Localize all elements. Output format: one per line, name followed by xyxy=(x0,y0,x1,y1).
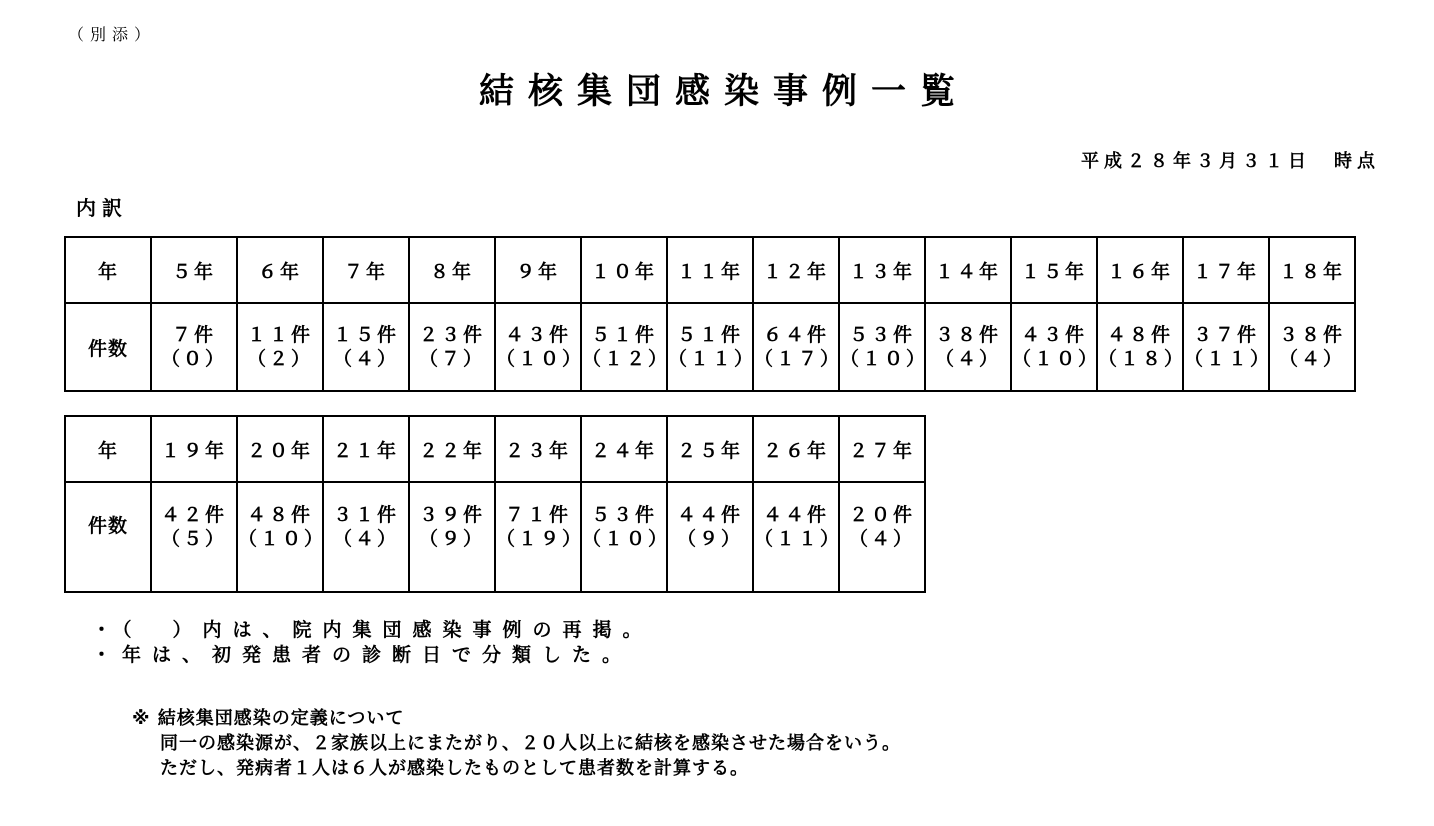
notes xyxy=(92,618,653,668)
year-cell: ６年 xyxy=(237,237,323,303)
count-cell xyxy=(839,303,929,391)
case-count: ６４件 xyxy=(762,324,829,346)
count-cell xyxy=(237,303,323,391)
count-cell xyxy=(667,303,757,391)
count-cell xyxy=(409,482,495,592)
hospital-count: （２） xyxy=(246,348,313,370)
case-count: ３８件 xyxy=(1278,324,1345,346)
count-row xyxy=(65,303,1355,391)
hospital-count: （１１） xyxy=(668,348,757,370)
hospital-count: （７） xyxy=(418,348,485,370)
hospital-count: （１１） xyxy=(754,528,843,550)
hospital-count: （５） xyxy=(160,528,227,550)
case-count: ３７件 xyxy=(1192,324,1259,346)
count-cell xyxy=(925,303,1011,391)
definition-line: 同一の感染源が、２家族以上にまたがり、２０人以上に結核を感染させた場合をいう。 xyxy=(160,733,901,754)
attachment-label: （別添） xyxy=(68,25,157,44)
year-cell: ２０年 xyxy=(237,416,323,482)
hospital-count: （１０） xyxy=(1012,348,1101,370)
hospital-count: （１１） xyxy=(1184,348,1273,370)
case-count: ５３件 xyxy=(590,504,657,526)
year-cell: １１年 xyxy=(667,237,753,303)
hospital-count: （４） xyxy=(332,528,399,550)
year-cell: １９年 xyxy=(151,416,237,482)
hospital-count: （１０） xyxy=(840,348,929,370)
year-cell: １８年 xyxy=(1269,237,1355,303)
case-count: ４４件 xyxy=(762,504,829,526)
case-count: ５１件 xyxy=(676,324,743,346)
hospital-count: （４） xyxy=(848,528,915,550)
count-cell xyxy=(839,482,925,592)
count-cell xyxy=(323,482,409,592)
count-cell xyxy=(1269,303,1355,391)
case-count: １１件 xyxy=(246,324,313,346)
case-count: １５件 xyxy=(332,324,399,346)
case-count: ４３件 xyxy=(504,324,571,346)
count-cell xyxy=(495,303,585,391)
year-cell: １５年 xyxy=(1011,237,1097,303)
count-header-text: 件数 xyxy=(87,515,128,537)
year-cell: ２１年 xyxy=(323,416,409,482)
case-count: ７件 xyxy=(171,324,216,346)
hospital-count: （４） xyxy=(934,348,1001,370)
hospital-count: （４） xyxy=(1278,348,1345,370)
hospital-count: （１９） xyxy=(496,528,585,550)
count-cell xyxy=(1011,303,1101,391)
year-cell: ２３年 xyxy=(495,416,581,482)
note-line: ・年は、初発患者の診断日で分類した。 xyxy=(92,644,633,666)
case-count: ５１件 xyxy=(590,324,657,346)
count-cell xyxy=(237,482,327,592)
year-cell: １３年 xyxy=(839,237,925,303)
year-cell: １６年 xyxy=(1097,237,1183,303)
note-line: ・（ ）内は、院内集団感染事例の再掲。 xyxy=(92,619,653,641)
hospital-count: （９） xyxy=(418,528,485,550)
year-header-cell: 年 xyxy=(65,416,151,482)
year-cell: ２７年 xyxy=(839,416,925,482)
count-header-cell xyxy=(65,482,151,592)
case-count: ４４件 xyxy=(676,504,743,526)
case-count: ７１件 xyxy=(504,504,571,526)
year-cell: １７年 xyxy=(1183,237,1269,303)
count-cell xyxy=(753,303,843,391)
as-of-date: 平成２８年３月３１日 時点 xyxy=(1081,151,1380,172)
year-header-cell: 年 xyxy=(65,237,151,303)
hospital-count: （１２） xyxy=(582,348,671,370)
year-cell: ５年 xyxy=(151,237,237,303)
count-cell xyxy=(753,482,843,592)
hospital-count: （１０） xyxy=(496,348,585,370)
hospital-count: （１７） xyxy=(754,348,843,370)
case-count: ４８件 xyxy=(1106,324,1173,346)
stats-table-2 xyxy=(64,415,926,593)
case-count: ２０件 xyxy=(848,504,915,526)
year-cell: ２４年 xyxy=(581,416,667,482)
definition-block xyxy=(132,706,901,781)
count-header-cell: 件数 xyxy=(65,303,151,391)
year-cell: １２年 xyxy=(753,237,839,303)
case-count: ３８件 xyxy=(934,324,1001,346)
count-cell xyxy=(151,303,237,391)
hospital-count: （１０） xyxy=(238,528,327,550)
case-count: ３９件 xyxy=(418,504,485,526)
year-cell: ８年 xyxy=(409,237,495,303)
hospital-count: （０） xyxy=(160,348,227,370)
hospital-count: （１０） xyxy=(582,528,671,550)
hospital-count: （９） xyxy=(676,528,743,550)
page-title: 結核集団感染事例一覧 xyxy=(478,72,969,112)
case-count: ４３件 xyxy=(1020,324,1087,346)
case-count: ４８件 xyxy=(246,504,313,526)
count-row xyxy=(65,482,925,592)
year-cell: １０年 xyxy=(581,237,667,303)
case-count: ４２件 xyxy=(160,504,227,526)
year-cell: ７年 xyxy=(323,237,409,303)
hospital-count: （４） xyxy=(332,348,399,370)
year-row xyxy=(65,416,925,482)
count-cell xyxy=(581,303,671,391)
count-cell xyxy=(581,482,671,592)
count-cell xyxy=(667,482,753,592)
year-cell: ２６年 xyxy=(753,416,839,482)
year-cell: ２５年 xyxy=(667,416,753,482)
count-cell xyxy=(495,482,585,592)
count-cell xyxy=(1183,303,1273,391)
year-row xyxy=(65,237,1355,303)
case-count: ５３件 xyxy=(848,324,915,346)
year-cell: ２２年 xyxy=(409,416,495,482)
year-cell: ９年 xyxy=(495,237,581,303)
count-cell xyxy=(323,303,409,391)
stats-table-1 xyxy=(64,236,1356,392)
definition-line: ただし、発病者１人は６人が感染したものとして患者数を計算する。 xyxy=(160,758,749,779)
breakdown-label: 内訳 xyxy=(76,196,128,220)
hospital-count: （１８） xyxy=(1098,348,1187,370)
definition-heading: ※ 結核集団感染の定義について xyxy=(132,708,405,729)
count-cell xyxy=(1097,303,1187,391)
case-count: ３１件 xyxy=(332,504,399,526)
case-count: ２３件 xyxy=(418,324,485,346)
count-cell xyxy=(409,303,495,391)
count-cell xyxy=(151,482,237,592)
year-cell: １４年 xyxy=(925,237,1011,303)
